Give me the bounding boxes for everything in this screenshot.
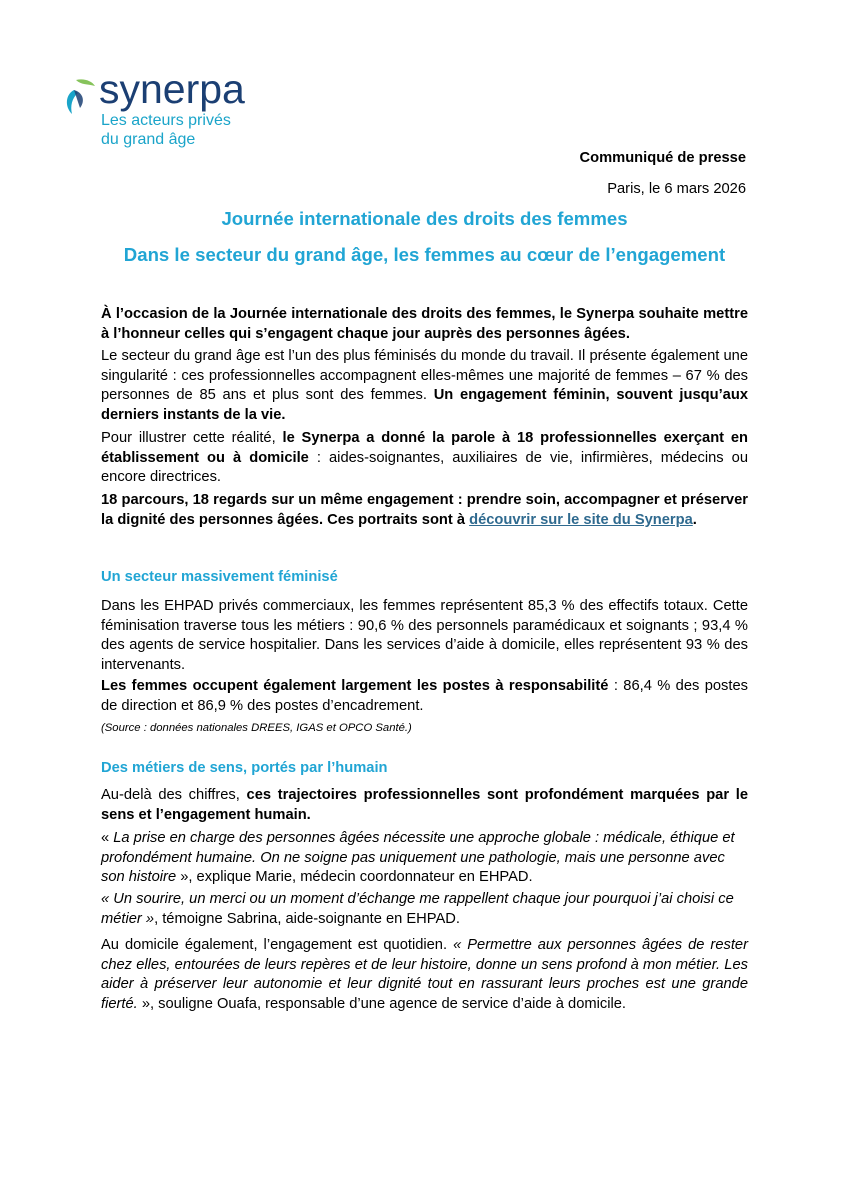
section1-paragraph-1: Dans les EHPAD privés commerciaux, les femmes représentent 85,3 % des effectifs totaux. Cette féminisation traverse tous les métiers : 90,6 % des personnels paramédicaux et soignants ; 93,4 % des agents de service hospitalier. Dans les services d’aide à domicile, elles représentent 93 % des intervenants. <box>101 598 748 673</box>
tagline-line-2: du grand âge <box>101 131 196 148</box>
intro-p3-text-a: Pour illustrer cette réalité, <box>101 430 283 446</box>
section-heading-feminisation: Un secteur massivement féminisé <box>101 569 338 585</box>
quote-marie-text: La prise en charge des personnes âgées nécessite une approche globale : médicale, éthique et profondément humaine. On ne soigne pas uniquement une pathologie, mais une personne avec son histoire <box>101 830 735 886</box>
quote-marie-attribution: », explique Marie, médecin coordonnateur en EHPAD. <box>176 869 533 886</box>
section1-p2-bold: Les femmes occupent également largement les postes à responsabilité <box>101 678 609 694</box>
quote-ouafa-attribution: », souligne Ouafa, responsable d’une agence de service d’aide à domicile. <box>137 995 627 1012</box>
synerpa-logo-mark-icon <box>62 76 98 116</box>
page-title: Journée internationale des droits des femmes <box>221 208 628 229</box>
intro-p4-text: 18 parcours, 18 regards sur un même engagement : prendre soin, accompagner et préserver la dignité des personnes âgées. Ces portraits sont à <box>101 492 748 528</box>
quote-marie-open: « <box>101 830 114 846</box>
intro-p2-bold: Un engagement féminin, souvent jusqu’aux derniers instants de la vie. <box>101 387 748 423</box>
source-note: (Source : données nationales DREES, IGAS et OPCO Santé.) <box>101 722 412 734</box>
intro-paragraph-3 <box>101 429 748 488</box>
document-date: Paris, le 6 mars 2026 <box>607 181 746 197</box>
synerpa-tagline <box>101 111 231 149</box>
section2-paragraph-4 <box>101 936 748 1014</box>
intro-paragraph-2 <box>101 347 748 425</box>
intro-p3-text-c: : aides-soignantes, auxiliaires de vie, infirmières, médecins ou encore directrices. <box>101 449 748 486</box>
section2-paragraph-1 <box>101 786 748 825</box>
quote-marie <box>101 829 748 888</box>
intro-p4-end: . <box>692 511 697 528</box>
tagline-line-1: Les acteurs privés <box>101 112 231 129</box>
section2-p1-bold: ces trajectoires professionnelles sont profondément marquées par le sens et l’engagement humain. <box>101 787 748 823</box>
quote-sabrina <box>101 890 748 929</box>
synerpa-site-link[interactable]: découvrir sur le site du Synerpa <box>469 511 693 528</box>
synerpa-wordmark: synerpa <box>99 66 245 112</box>
quote-ouafa-text: « Permettre aux personnes âgées de rester chez elles, entourées de leurs repères et de leur histoire, donne un sens profond à mon métier. Les aider à préserver leur autonomie et leur dignité tout en rassurant leurs proches est une grande fierté. <box>101 937 748 1012</box>
quote-sabrina-text: « Un sourire, un merci ou un moment d’échange me rappellent chaque jour pourquoi j’ai choisi ce métier » <box>101 891 734 927</box>
quote-sabrina-attribution: , témoigne Sabrina, aide-soignante en EHPAD. <box>154 910 460 927</box>
intro-p2-text: Le secteur du grand âge est l’un des plus féminisés du monde du travail. Il présente également une singularité : ces professionnelles accompagnent elles-mêmes une majorité de femmes – 67 % des personnes de 85 ans et plus sont des femmes. <box>101 348 748 404</box>
document-type: Communiqué de presse <box>579 150 746 166</box>
section1-paragraph-2 <box>101 677 748 716</box>
page-subtitle: Dans le secteur du grand âge, les femmes au cœur de l’engagement <box>123 244 726 265</box>
intro-p3-bold: le Synerpa a donné la parole à 18 professionnelles exerçant en établissement ou à domicile <box>101 430 749 466</box>
section2-p1-text: Au-delà des chiffres, <box>101 787 247 803</box>
section2-p4-text: Au domicile également, l’engagement est quotidien. <box>101 937 454 953</box>
intro-paragraph-1: À l’occasion de la Journée internationale des droits des femmes, le Synerpa souhaite mettre à l’honneur celles qui s’engagent chaque jour auprès des personnes âgées. <box>101 306 748 342</box>
section1-p2-text: : 86,4 % des postes de direction et 86,9 % des postes d’encadrement. <box>101 678 748 714</box>
section-heading-metiers: Des métiers de sens, portés par l’humain <box>101 760 388 776</box>
intro-paragraph-4 <box>101 491 748 530</box>
